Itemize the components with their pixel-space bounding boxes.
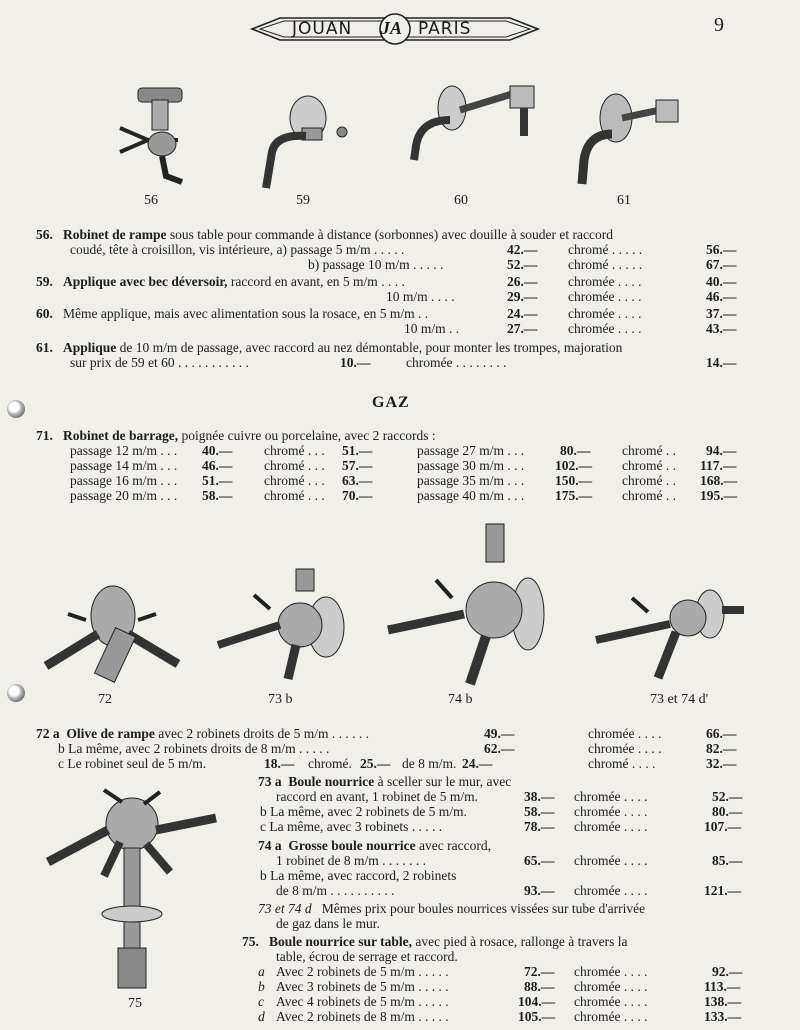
item-59-chrome-label-a: chromée . . . .: [568, 274, 642, 289]
item-72-chrome-label-a: chromée . . . .: [588, 726, 662, 741]
row-b-price: 88.—: [524, 979, 555, 994]
item-73-line-1: 73 a Boule nourrice à sceller sur le mur, avec: [258, 774, 512, 789]
item-59-price-a: 26.—: [507, 274, 538, 289]
row-4-chrome-right: chromé . .: [622, 488, 676, 503]
row-2-chrome-price-right: 117.—: [700, 458, 737, 473]
row-3-chrome-left: chromé . . .: [264, 473, 325, 488]
row-4-price-left: 58.—: [202, 488, 233, 503]
item-73-price-c: 78.—: [524, 819, 555, 834]
figure-label-72: 72: [98, 692, 112, 707]
row-c-desc: Avec 4 robinets de 5 m/m . . . . .: [276, 994, 449, 1009]
logo-brand-left: JOUAN: [292, 19, 353, 39]
item-73-price-b: 58.—: [524, 804, 555, 819]
item-60-line-2: 10 m/m . .: [404, 321, 460, 336]
item-72-chrome-label-c1: chromé.: [308, 756, 352, 771]
item-56-price-a: 42.—: [507, 242, 538, 257]
row-1-size-left: passage 12 m/m . . .: [70, 443, 178, 458]
row-c-letter: c: [258, 994, 264, 1009]
item-61-line-2: sur prix de 59 et 60 . . . . . . . . . . .: [70, 355, 249, 370]
figure-label-60: 60: [454, 193, 468, 208]
figure-label-56: 56: [144, 193, 158, 208]
figure-60-applique: [400, 80, 550, 190]
item-72-line-3: c Le robinet seul de 5 m/m.: [58, 756, 207, 771]
item-74-line-4: de 8 m/m . . . . . . . . . .: [276, 883, 395, 898]
item-72-chrome-price-a: 66.—: [706, 726, 737, 741]
page-number: 9: [714, 14, 724, 36]
item-73-74d-line-2: de gaz dans le mur.: [276, 916, 380, 931]
row-1-size-right: passage 27 m/m . . .: [417, 443, 525, 458]
item-60-chrome-price-b: 43.—: [706, 321, 737, 336]
row-2-size-left: passage 14 m/m . . .: [70, 458, 178, 473]
item-56-chrome-price-a: 56.—: [706, 242, 737, 257]
row-2-price-left: 46.—: [202, 458, 233, 473]
item-60-price-b: 27.—: [507, 321, 538, 336]
figure-74b-grosse-boule: [386, 520, 556, 690]
row-4-size-right: passage 40 m/m . . .: [417, 488, 525, 503]
item-60-price-a: 24.—: [507, 306, 538, 321]
item-72-price-c2: 24.—: [462, 756, 493, 771]
item-75-line-1: 75. Boule nourrice sur table, avec pied à rosace, rallonge à travers la: [242, 934, 628, 949]
row-1-chrome-price-left: 51.—: [342, 443, 373, 458]
figure-label-73-74d: 73 et 74 d': [650, 692, 709, 707]
item-59-line-2: 10 m/m . . . .: [386, 289, 455, 304]
row-1-chrome-left: chromé . . .: [264, 443, 325, 458]
row-4-price-right: 175.—: [555, 488, 593, 503]
item-73-chrome-label-b: chromée . . . .: [574, 804, 648, 819]
row-1-chrome-right: chromé . .: [622, 443, 676, 458]
item-72-chrome-price-b: 82.—: [706, 741, 737, 756]
row-3-chrome-price-left: 63.—: [342, 473, 373, 488]
item-56-line-2: coudé, tête à croisillon, vis intérieure, a) passage 5 m/m . . . . .: [70, 242, 405, 257]
item-56-chrome-label-b: chromé . . . . .: [568, 257, 643, 272]
item-74-chrome-price-b: 121.—: [704, 883, 742, 898]
row-4-chrome-price-right: 195.—: [700, 488, 738, 503]
row-c-chrome-label: chromée . . . .: [574, 994, 648, 1009]
item-73-line-3: b La même, avec 2 robinets de 5 m/m.: [260, 804, 467, 819]
item-73-74d-line-1: 73 et 74 d Mêmes prix pour boules nourrices vissées sur tube d'arrivée: [258, 901, 646, 916]
row-2-chrome-left: chromé . . .: [264, 458, 325, 473]
figure-label-73b: 73 b: [268, 692, 293, 707]
item-72-price-a: 49.—: [484, 726, 515, 741]
figure-label-61: 61: [617, 193, 631, 208]
item-74-price-b: 93.—: [524, 883, 555, 898]
item-74-line-3: b La même, avec raccord, 2 robinets: [260, 868, 457, 883]
row-a-price: 72.—: [524, 964, 555, 979]
row-3-chrome-price-right: 168.—: [700, 473, 738, 488]
row-3-chrome-right: chromé . .: [622, 473, 676, 488]
item-74-chrome-label-a: chromée . . . .: [574, 853, 648, 868]
item-56-chrome-label-a: chromé . . . . .: [568, 242, 643, 257]
item-56-line-3: b) passage 10 m/m . . . . .: [308, 257, 444, 272]
item-60-chrome-price-a: 37.—: [706, 306, 737, 321]
figure-label-75: 75: [128, 996, 142, 1011]
item-59-line-1: 59. Applique avec bec déversoir, raccord en avant, en 5 m/m . . . .: [36, 274, 405, 289]
row-a-chrome-label: chromée . . . .: [574, 964, 648, 979]
figure-72-olive: [38, 570, 188, 690]
item-56-price-b: 52.—: [507, 257, 538, 272]
row-2-chrome-price-left: 57.—: [342, 458, 373, 473]
item-72-chrome-price-c2: 32.—: [706, 756, 737, 771]
logo-monogram: JA: [381, 18, 403, 38]
row-2-size-right: passage 30 m/m . . .: [417, 458, 525, 473]
figure-label-59: 59: [296, 193, 310, 208]
item-73-chrome-label-c: chromée . . . .: [574, 819, 648, 834]
row-b-chrome-label: chromée . . . .: [574, 979, 648, 994]
row-d-letter: d: [258, 1009, 265, 1024]
item-60-chrome-label-a: chromée . . . .: [568, 306, 642, 321]
item-60-chrome-label-b: chromée . . . .: [568, 321, 642, 336]
item-74-price-a: 65.—: [524, 853, 555, 868]
item-72-line-1: 72 a Olive de rampe avec 2 robinets droits de 5 m/m . . . . . .: [36, 726, 369, 741]
binding-hole: [7, 400, 25, 418]
item-61-price: 10.—: [340, 355, 371, 370]
item-59-price-b: 29.—: [507, 289, 538, 304]
item-73-line-4: c La même, avec 3 robinets . . . . .: [260, 819, 443, 834]
item-56-line-1: 56. Robinet de rampe sous table pour commande à distance (sorbonnes) avec douille à souder et raccord: [36, 227, 613, 242]
item-60-line-1: 60. Même applique, mais avec alimentation sous la rosace, en 5 m/m . .: [36, 306, 429, 321]
jouan-paris-logo: [250, 12, 540, 46]
item-72-line-3b: de 8 m/m.: [402, 756, 457, 771]
item-72-price-c: 18.—: [264, 756, 295, 771]
row-4-size-left: passage 20 m/m . . .: [70, 488, 178, 503]
item-73-line-2: raccord en avant, 1 robinet de 5 m/m.: [276, 789, 479, 804]
item-73-chrome-price-b: 80.—: [712, 804, 743, 819]
figure-61-applique: [568, 88, 688, 198]
row-1-price-left: 40.—: [202, 443, 233, 458]
figure-73b-boule: [214, 565, 354, 685]
row-b-chrome-price: 113.—: [704, 979, 741, 994]
item-75-line-2: table, écrou de serrage et raccord.: [276, 949, 458, 964]
section-heading-gaz: GAZ: [372, 394, 410, 411]
figure-56-tap: [108, 80, 198, 190]
figure-73-74d-boule: [592, 578, 752, 688]
item-72-chrome-price-c1: 25.—: [360, 756, 391, 771]
row-3-price-right: 150.—: [555, 473, 593, 488]
item-56-chrome-price-b: 67.—: [706, 257, 737, 272]
item-61-chrome-label: chromée . . . . . . . .: [406, 355, 507, 370]
row-d-desc: Avec 2 robinets de 8 m/m . . . . .: [276, 1009, 449, 1024]
item-73-chrome-price-a: 52.—: [712, 789, 743, 804]
item-73-chrome-price-c: 107.—: [704, 819, 742, 834]
row-a-letter: a: [258, 964, 265, 979]
item-72-chrome-label-c2: chromé . . . .: [588, 756, 656, 771]
item-72-chrome-label-b: chromée . . . .: [588, 741, 662, 756]
item-72-line-2: b La même, avec 2 robinets droits de 8 m/m . . . . .: [58, 741, 330, 756]
row-d-chrome-price: 133.—: [704, 1009, 742, 1024]
row-a-desc: Avec 2 robinets de 5 m/m . . . . .: [276, 964, 449, 979]
row-c-chrome-price: 138.—: [704, 994, 742, 1009]
row-3-price-left: 51.—: [202, 473, 233, 488]
item-59-chrome-label-b: chromée . . . .: [568, 289, 642, 304]
item-71-header: 71. Robinet de barrage, poignée cuivre ou porcelaine, avec 2 raccords :: [36, 428, 436, 443]
item-73-chrome-label-a: chromée . . . .: [574, 789, 648, 804]
figure-59-applique: [242, 92, 352, 192]
item-61-line-1: 61. Applique de 10 m/m de passage, avec raccord au nez démontable, pour monter les trompes, majoration: [36, 340, 623, 355]
row-1-price-right: 80.—: [560, 443, 591, 458]
row-4-chrome-price-left: 70.—: [342, 488, 373, 503]
row-3-size-left: passage 16 m/m . . .: [70, 473, 178, 488]
logo-brand-right: PARIS: [418, 19, 472, 39]
item-74-chrome-label-b: chromée . . . .: [574, 883, 648, 898]
row-2-chrome-right: chromé . .: [622, 458, 676, 473]
row-a-chrome-price: 92.—: [712, 964, 743, 979]
row-d-chrome-label: chromée . . . .: [574, 1009, 648, 1024]
item-72-price-b: 62.—: [484, 741, 515, 756]
item-74-line-1: 74 a Grosse boule nourrice avec raccord,: [258, 838, 491, 853]
item-74-line-2: 1 robinet de 8 m/m . . . . . . .: [276, 853, 426, 868]
item-61-chrome-price: 14.—: [706, 355, 737, 370]
binding-hole: [7, 684, 25, 702]
row-b-letter: b: [258, 979, 265, 994]
row-2-price-right: 102.—: [555, 458, 593, 473]
item-73-price-a: 38.—: [524, 789, 555, 804]
row-d-price: 105.—: [518, 1009, 556, 1024]
row-c-price: 104.—: [518, 994, 556, 1009]
figure-label-74b: 74 b: [448, 692, 473, 707]
figure-75-boule-sur-table: [44, 772, 224, 992]
item-74-chrome-price-a: 85.—: [712, 853, 743, 868]
row-4-chrome-left: chromé . . .: [264, 488, 325, 503]
row-3-size-right: passage 35 m/m . . .: [417, 473, 525, 488]
row-1-chrome-price-right: 94.—: [706, 443, 737, 458]
item-59-chrome-price-b: 46.—: [706, 289, 737, 304]
item-59-chrome-price-a: 40.—: [706, 274, 737, 289]
row-b-desc: Avec 3 robinets de 5 m/m . . . . .: [276, 979, 449, 994]
